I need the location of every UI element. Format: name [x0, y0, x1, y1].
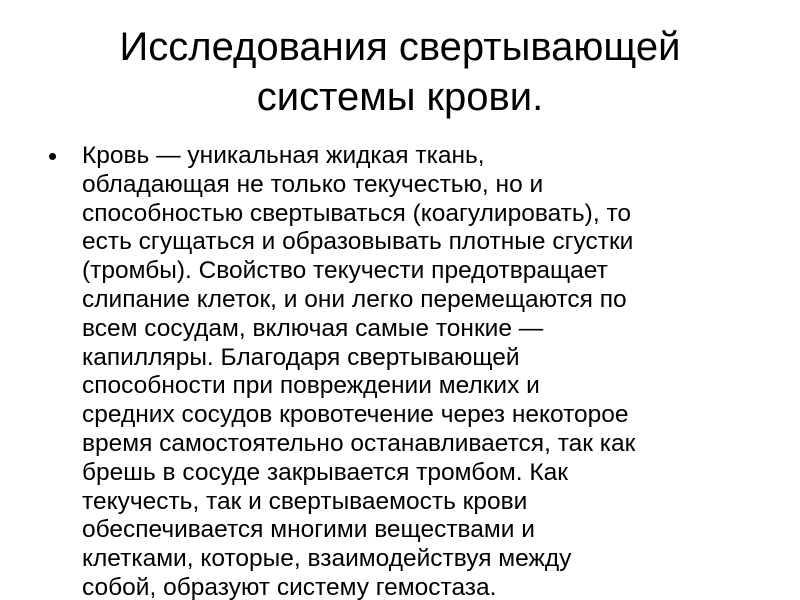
text-line: текучесть, так и свертываемость крови: [82, 487, 528, 515]
text-line: брешь в сосуде закрывается тромбом. Как: [82, 458, 568, 486]
bullet-list: [38, 142, 798, 600]
text-line: всем сосудам, включая самые тонкие —: [82, 314, 544, 342]
paragraph-text: [82, 142, 798, 600]
list-item: [38, 142, 798, 600]
text-line: Кровь — уникальная жидкая ткань,: [82, 142, 485, 169]
text-line: обладающая не только текучестью, но и: [82, 170, 544, 198]
bullet-dot-icon: •: [48, 141, 58, 171]
text-line: способности при повреждении мелких и: [82, 372, 540, 400]
text-line: (тромбы). Свойство текучести предотвращает: [82, 257, 608, 285]
text-line: способностью свертываться (коагулировать), то: [82, 199, 632, 227]
text-line: время самостоятельно останавливается, так как: [82, 429, 636, 457]
text-line: средних сосудов кровотечение через некоторое: [82, 401, 629, 429]
text-line: собой, образуют систему гемостаза.: [82, 573, 497, 600]
text-line: обеспечивается многими веществами и: [82, 516, 535, 544]
slide-title-line: системы крови.: [256, 75, 544, 119]
slide-title: [40, 22, 760, 122]
text-line: клетками, которые, взаимодействуя между: [82, 545, 572, 573]
text-line: есть сгущаться и образовывать плотные сгустки: [82, 228, 634, 256]
text-line: слипание клеток, и они легко перемещаются по: [82, 285, 627, 313]
slide-title-line: Исследования свертывающей: [119, 25, 681, 69]
text-line: капилляры. Благодаря свертывающей: [82, 343, 520, 371]
